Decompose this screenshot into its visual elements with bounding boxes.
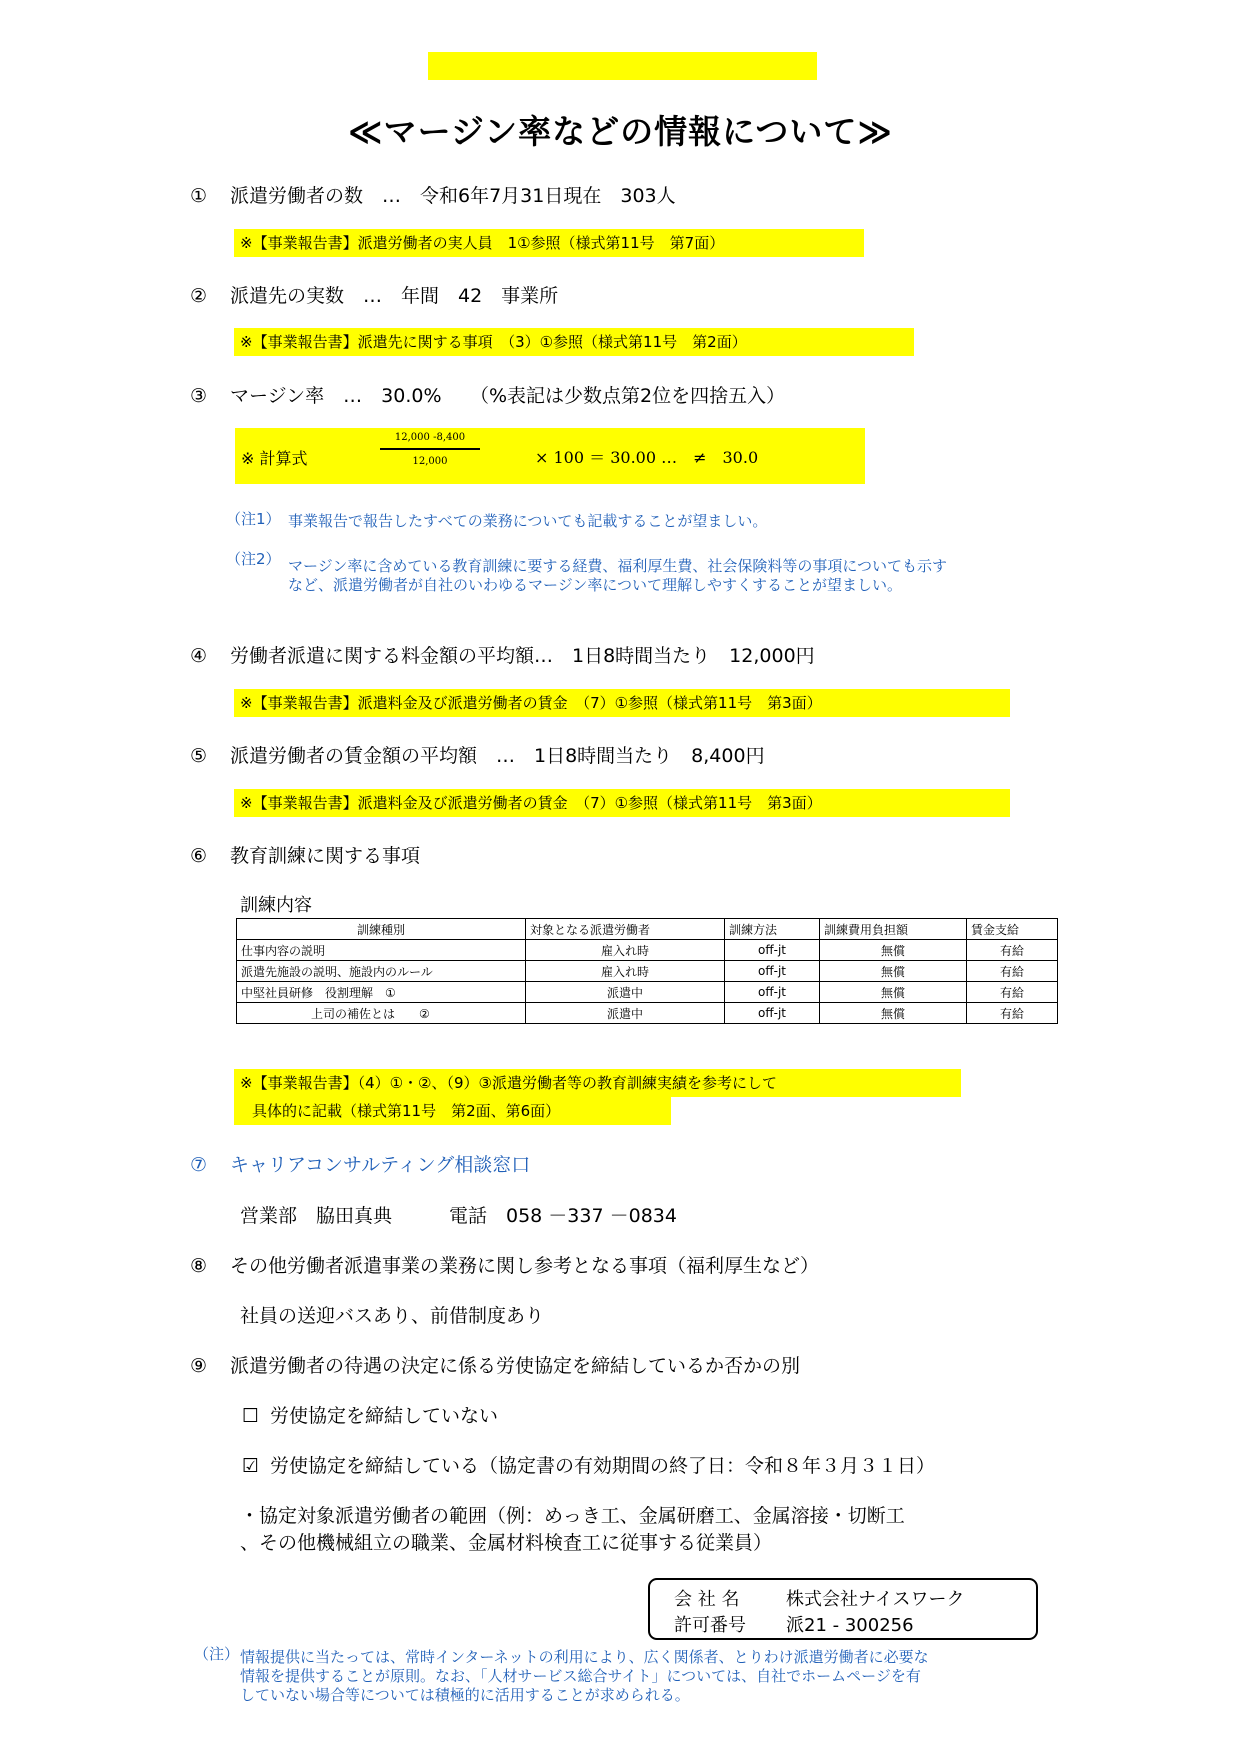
item-4-reference: ※【事業報告書】派遣料金及び派遣労働者の賃金 （7）①参照（様式第11号 第3面） bbox=[234, 689, 1010, 717]
formula-label: ※ 計算式 bbox=[241, 449, 308, 468]
permit-number: 派21 - 300256 bbox=[786, 1615, 914, 1636]
note-2-label: （注2） bbox=[226, 550, 281, 568]
career-consult-contact: 営業部 脇田真典 電話 058 －337 －0834 bbox=[240, 1205, 677, 1227]
cell-method: off-jt bbox=[725, 961, 820, 982]
item-7-text: キャリアコンサルティング相談窓口 bbox=[230, 1154, 531, 1176]
cell-cost: 無償 bbox=[820, 940, 967, 961]
cell-target: 派遣中 bbox=[526, 1003, 725, 1024]
formula-denominator: 12,000 bbox=[412, 456, 448, 467]
cell-wage: 有給 bbox=[967, 940, 1058, 961]
item-2-number: ② bbox=[190, 285, 208, 307]
table-header-row bbox=[237, 919, 1058, 940]
training-subtitle: 訓練内容 bbox=[240, 895, 312, 916]
training-table bbox=[236, 918, 1058, 1024]
cell-wage: 有給 bbox=[967, 961, 1058, 982]
option-no-agreement bbox=[242, 1401, 498, 1428]
item-9-text: 派遣労働者の待遇の決定に係る労使協定を締結しているか否かの別 bbox=[230, 1355, 801, 1377]
item-1-number: ① bbox=[190, 185, 208, 207]
formula-fraction bbox=[380, 432, 480, 467]
item-8-text: その他労働者派遣事業の業務に関し参考となる事項（福利厚生など） bbox=[230, 1255, 820, 1277]
cell-wage: 有給 bbox=[967, 982, 1058, 1003]
item-6-reference-line-2: 具体的に記載（様式第11号 第2面、第6面） bbox=[234, 1097, 671, 1125]
note-1-text: 事業報告で報告したすべての業務についても記載することが望ましい。 bbox=[288, 512, 768, 530]
agreement-scope-line-1: ・協定対象派遣労働者の範囲（例：めっき工、金属研磨工、金属溶接・切断工 bbox=[240, 1505, 905, 1527]
item-4 bbox=[190, 641, 815, 668]
company-name: 株式会社ナイスワーク bbox=[786, 1589, 965, 1610]
item-6-reference-line-1: ※【事業報告書】（4）①・②、（9）③派遣労働者等の教育訓練実績を参考にして bbox=[234, 1069, 961, 1097]
option-no-agreement-label: 労使協定を締結していない bbox=[270, 1405, 499, 1427]
footer-note-line-2: 情報を提供することが原則。なお、「人材サービス総合サイト」については、自社でホームページを有 bbox=[240, 1667, 921, 1685]
item-7 bbox=[190, 1150, 530, 1177]
top-highlight-bar bbox=[428, 52, 817, 80]
item-6-text: 教育訓練に関する事項 bbox=[230, 845, 421, 867]
fraction-bar bbox=[380, 448, 480, 450]
cell-wage: 有給 bbox=[967, 1003, 1058, 1024]
cell-cost: 無償 bbox=[820, 1003, 967, 1024]
checked-box-icon: ☑ bbox=[242, 1455, 260, 1477]
table-row bbox=[237, 940, 1058, 961]
cell-cost: 無償 bbox=[820, 982, 967, 1003]
formula-result: × 100 ＝ 30.00 … ≠ 30.0 bbox=[535, 448, 759, 467]
item-8 bbox=[190, 1251, 819, 1278]
item-9 bbox=[190, 1351, 800, 1378]
page-title: ≪マージン率などの情報について≫ bbox=[348, 112, 893, 151]
permit-number-label: 許可番号 bbox=[674, 1615, 746, 1636]
header-method: 訓練方法 bbox=[725, 919, 820, 940]
company-name-row bbox=[674, 1585, 965, 1611]
footer-note-line-1: 情報提供に当たっては、常時インターネットの利用により、広く関係者、とりわけ派遣労働者に必要な bbox=[240, 1648, 929, 1666]
cell-type: 仕事内容の説明 bbox=[237, 940, 526, 961]
footer-note-line-3: していない場合等については積極的に活用することが求められる。 bbox=[240, 1686, 690, 1704]
permit-number-row bbox=[674, 1611, 914, 1637]
item-9-number: ⑨ bbox=[190, 1355, 208, 1377]
cell-type: 中堅社員研修 役割理解 ① bbox=[237, 982, 526, 1003]
cell-target: 雇入れ時 bbox=[526, 940, 725, 961]
cell-method: off-jt bbox=[725, 1003, 820, 1024]
cell-method: off-jt bbox=[725, 982, 820, 1003]
cell-type: 上司の補佐とは ② bbox=[237, 1003, 526, 1024]
company-name-label: 会 社 名 bbox=[674, 1589, 740, 1610]
company-info-box bbox=[648, 1578, 1038, 1640]
note-2-line-2: など、派遣労働者が自社のいわゆるマージン率について理解しやすくすることが望ましい。 bbox=[288, 576, 903, 594]
header-training-type: 訓練種別 bbox=[237, 919, 526, 940]
item-1 bbox=[190, 181, 676, 208]
item-4-text: 労働者派遣に関する料金額の平均額… 1日8時間当たり 12,000円 bbox=[230, 645, 815, 667]
cell-type: 派遣先施設の説明、施設内のルール bbox=[237, 961, 526, 982]
item-4-number: ④ bbox=[190, 645, 208, 667]
item-5-text: 派遣労働者の賃金額の平均額 … 1日8時間当たり 8,400円 bbox=[230, 745, 765, 767]
header-target-workers: 対象となる派遣労働者 bbox=[526, 919, 725, 940]
header-cost: 訓練費用負担額 bbox=[820, 919, 967, 940]
item-5-reference: ※【事業報告書】派遣料金及び派遣労働者の賃金 （7）①参照（様式第11号 第3面） bbox=[234, 789, 1010, 817]
item-3-text: マージン率 … 30.0% （%表記は少数点第2位を四捨五入） bbox=[230, 385, 786, 407]
item-1-text: 派遣労働者の数 … 令和6年7月31日現在 303人 bbox=[230, 185, 676, 207]
footer-note-label: （注） bbox=[194, 1645, 240, 1663]
option-agreement bbox=[242, 1451, 935, 1478]
cell-target: 雇入れ時 bbox=[526, 961, 725, 982]
item-2-text: 派遣先の実数 … 年間 42 事業所 bbox=[230, 285, 559, 307]
item-6-number: ⑥ bbox=[190, 845, 208, 867]
agreement-scope-line-2: 、その他機械組立の職業、金属材料検査工に従事する従業員） bbox=[240, 1532, 773, 1554]
item-7-number: ⑦ bbox=[190, 1154, 208, 1176]
margin-formula-box bbox=[235, 428, 865, 484]
item-1-reference: ※【事業報告書】派遣労働者の実人員 1①参照（様式第11号 第7面） bbox=[234, 229, 864, 257]
item-5-number: ⑤ bbox=[190, 745, 208, 767]
item-2 bbox=[190, 281, 558, 308]
item-2-reference: ※【事業報告書】派遣先に関する事項 （3）①参照（様式第11号 第2面） bbox=[234, 328, 914, 356]
table-row bbox=[237, 1003, 1058, 1024]
item-3 bbox=[190, 381, 785, 408]
note-2-line-1: マージン率に含めている教育訓練に要する経費、福利厚生費、社会保険料等の事項についても示す bbox=[288, 557, 948, 575]
unchecked-box-icon: ☐ bbox=[242, 1405, 260, 1427]
item-3-number: ③ bbox=[190, 385, 208, 407]
table-row bbox=[237, 961, 1058, 982]
header-wage: 賃金支給 bbox=[967, 919, 1058, 940]
welfare-detail: 社員の送迎バスあり、前借制度あり bbox=[240, 1305, 545, 1327]
note-1-label: （注1） bbox=[226, 510, 281, 528]
cell-cost: 無償 bbox=[820, 961, 967, 982]
option-agreement-label: 労使協定を締結している（協定書の有効期間の終了日：令和８年３月３１日） bbox=[270, 1455, 936, 1477]
cell-target: 派遣中 bbox=[526, 982, 725, 1003]
table-row bbox=[237, 982, 1058, 1003]
item-8-number: ⑧ bbox=[190, 1255, 208, 1277]
formula-numerator: 12,000 -8,400 bbox=[394, 432, 466, 443]
cell-method: off-jt bbox=[725, 940, 820, 961]
item-5 bbox=[190, 741, 765, 768]
item-6 bbox=[190, 841, 420, 868]
